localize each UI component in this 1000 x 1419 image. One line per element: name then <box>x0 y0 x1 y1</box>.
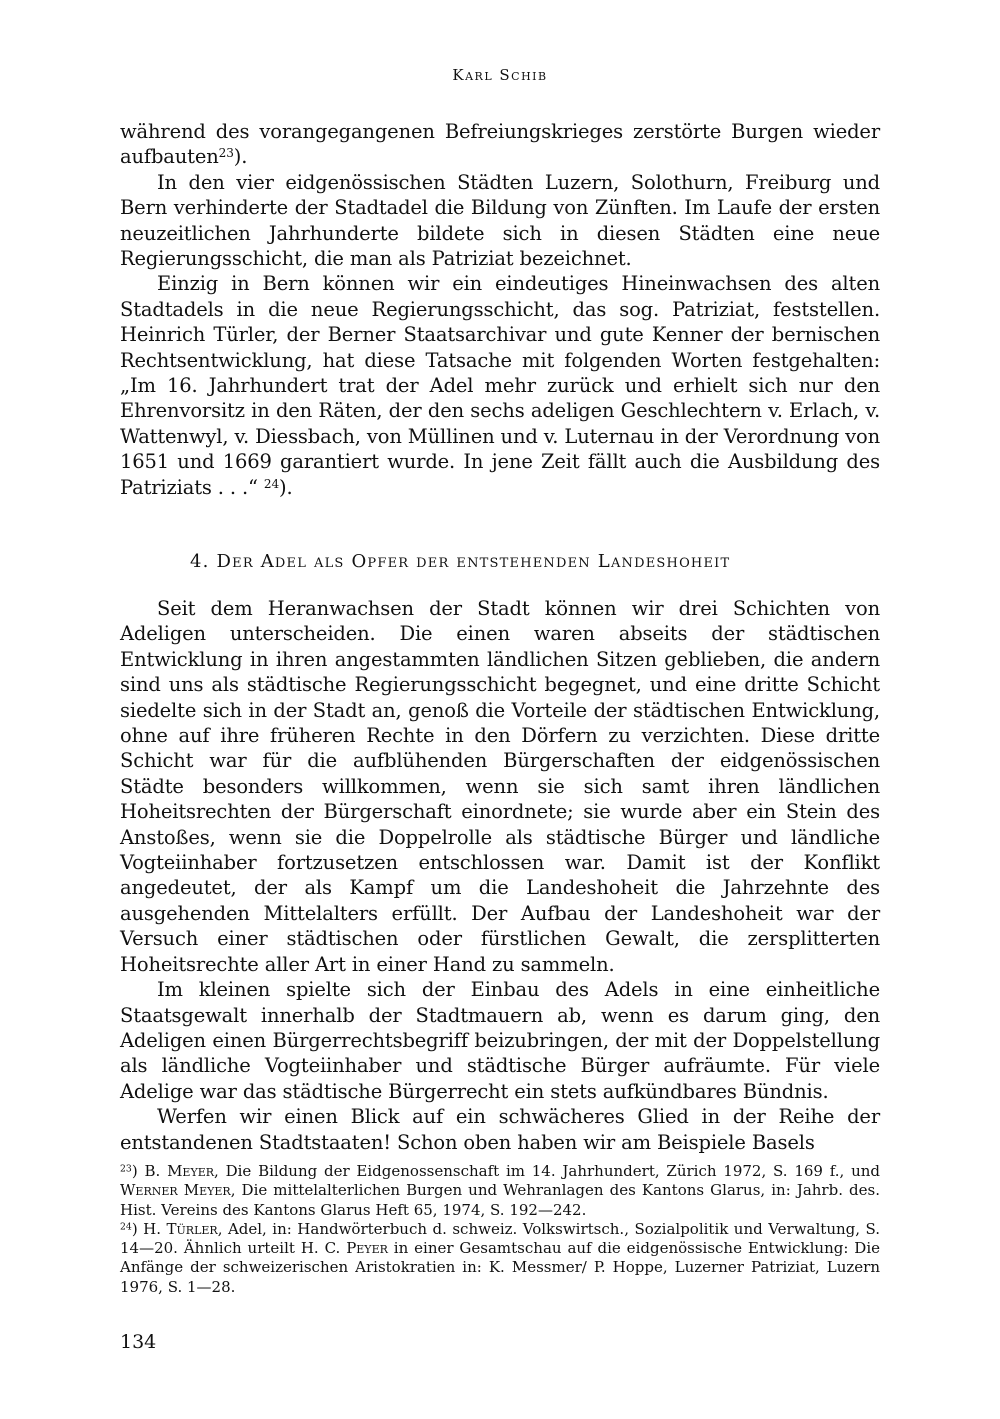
footnote-mark: 24 <box>120 1221 132 1233</box>
running-head: Karl Schib <box>452 66 548 84</box>
footnotes <box>120 1162 880 1297</box>
paragraph-bern-patriziat: Einzig in Bern können wir ein eindeutiges Hineinwachsen des alten Stadtadels in die neue Regierungsschicht, das sog. Patriziat, feststellen. Heinrich Türler, der Berner Staatsarchivar und gute Kenner der bernischen Rechtsentwicklung, hat diese Tatsache mit folgenden Worten festgehalten: „Im 16. Jahrhundert trat der Adel mehr zurück und erhielt sich nur den Ehrenvorsitz in den Räten, der den sechs adeligen Geschlechtern v. Erlach, v. Wattenwyl, v. Diessbach, von Müllinen und v. Luternau in der Verordnung von 1651 und 1669 garantiert wurde. In jene Zeit fällt auch die Ausbildung des Patriziats . . .“ $^{24}$). <box>120 272 880 499</box>
footnote-mark: 23 <box>120 1163 132 1175</box>
page-number: 134 <box>120 1331 157 1353</box>
paragraph-stadtstaaten: Werfen wir einen Blick auf ein schwächeres Glied in der Reihe der entstandenen Stadtstaaten! Schon oben haben wir am Beispiele Basels <box>120 1105 880 1154</box>
continued-text-block <box>120 119 880 500</box>
section-text-block <box>120 596 880 1155</box>
footnote-24: $^{24}$) H. Türler, Adel, in: Handwörterbuch d. schweiz. Volkswirtsch., Sozialpolitik und Verwaltung, S. 14—20. Ähnlich urteilt H. C. Peyer in einer Gesamtschau auf die eidgenössische Entwicklung: Die Anfänge der schweizerischen Aristokratien in: K. Messmer/ P. Hoppe, Luzerner Patriziat, Luzern 1976, S. 1—28. <box>120 1219 881 1296</box>
paragraph-zuenfte: In den vier eidgenössischen Städten Luzern, Solothurn, Freiburg und Bern verhinderte der Stadtadel die Bildung von Zünften. Im Laufe der ersten neuzeitlichen Jahrhunderte bildete sich in diesen Städten eine neue Regierungsschicht, die man als Patriziat bezeichnet. <box>120 170 880 271</box>
section-heading: 4. Der Adel als Opfer der entstehenden Landeshoheit <box>190 551 731 572</box>
footnote-23: $^{23}$) B. Meyer, Die Bildung der Eidgenossenschaft im 14. Jahrhundert, Zürich 1972, S. 169 f., und Werner Meyer, Die mittelalterlichen Burgen und Wehranlagen des Kantons Glarus, in: Jahrb. des. Hist. Vereins des Kantons Glarus Heft 65, 1974, S. 192—242. <box>120 1162 880 1219</box>
paragraph-continuation: während des vorangegangenen Befreiungskrieges zerstörte Burgen wieder aufbauten$^{23}$). <box>120 120 880 169</box>
paragraph-drei-schichten: Seit dem Heranwachsen der Stadt können wir drei Schichten von Adeligen unterscheiden. Die einen waren abseits der städtischen Entwicklung in ihren angestammten ländlichen Sitzen geblieben, die andern sind uns als städtische Regierungsschicht begegnet, und eine dritte Schicht siedelte sich in der Stadt an, genoß die Vorteile der städtischen Entwicklung, ohne auf ihre früheren Rechte in den Dörfern zu verzichten. Diese dritte Schicht war für die aufblühenden Bürgerschaften der eidgenössischen Städte besonders willkommen, wenn sie sich samt ihren ländlichen Hoheitsrechten der Bürgerschaft einordnete; sie wurde aber ein Stein des Anstoßes, wenn sie die Doppelrolle als städtische Bürger und ländliche Vogteiinhaber fortzusetzen entschlossen war. Damit ist der Konflikt angedeutet, der als Kampf um die Landeshoheit die Jahrzehnte des ausgehenden Mittelalters erfüllt. Der Aufbau der Landeshoheit war der Versuch einer städtischen oder fürstlichen Gewalt, die zersplitterten Hoheitsrechte aller Art in einer Hand zu sammeln. <box>120 597 880 976</box>
paragraph-buergerrecht: Im kleinen spielte sich der Einbau des Adels in eine einheitliche Staatsgewalt innerhalb der Stadtmauern ab, wenn es darum ging, den Adeligen einen Bürgerrechtsbegriff beizubringen, der mit der Doppelstellung als ländliche Vogteiinhaber und städtische Bürger aufräumte. Für viele Adelige war das städtische Bürgerrecht ein stets aufkündbares Bündnis. <box>120 978 880 1103</box>
footnote-ref-24[interactable]: 24 <box>263 476 279 491</box>
footnote-ref-23[interactable]: 23 <box>218 146 234 161</box>
